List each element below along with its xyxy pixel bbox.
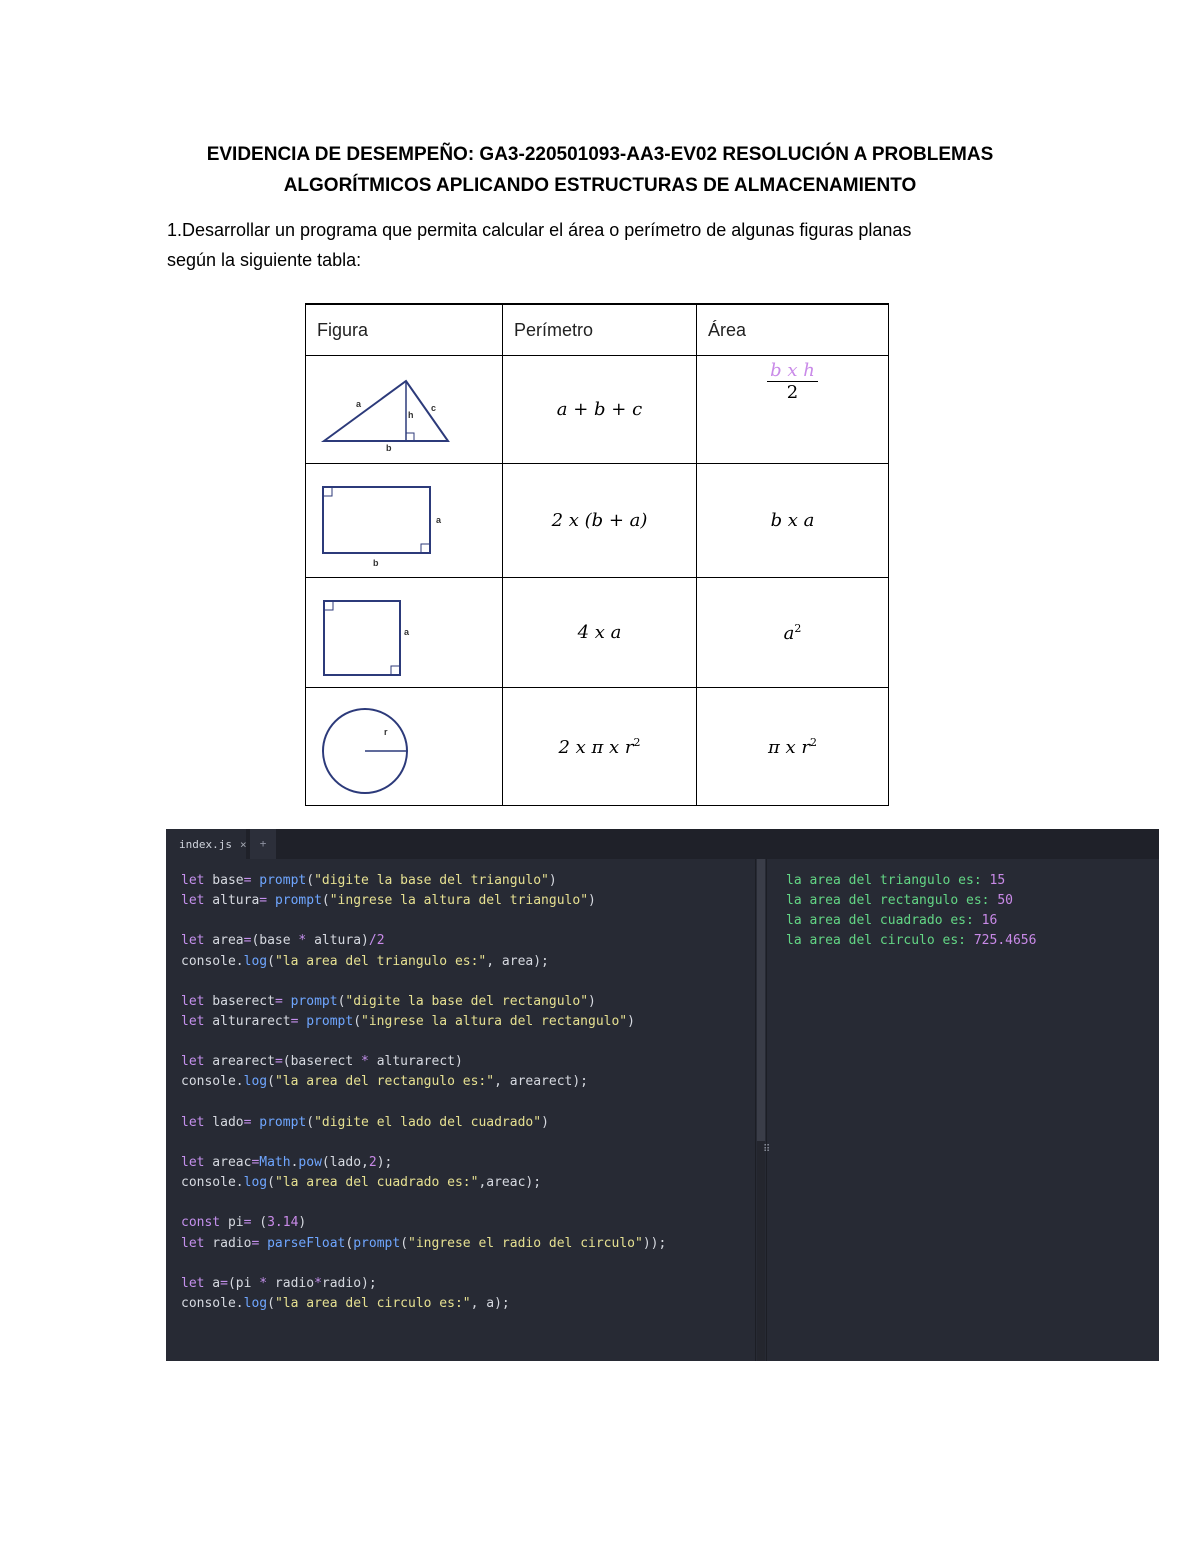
code-editor-screenshot [166, 829, 1159, 1361]
label-b: b [386, 442, 392, 453]
label-b: b [373, 557, 379, 568]
code-token: console. [181, 1074, 244, 1090]
triangle-perimeter: a + b + c [503, 356, 697, 464]
label-a: a [356, 398, 362, 409]
rectangle-figure-cell [306, 464, 503, 578]
code-token: "digite el lado del cuadrado" [314, 1114, 542, 1130]
instruction-paragraph [167, 215, 1017, 275]
code-token: ); [376, 1154, 393, 1170]
title-line-2: ALGORÍTMICOS APLICANDO ESTRUCTURAS DE ALMACENAMIENTO [283, 175, 917, 196]
code-token: areac [204, 1154, 252, 1170]
code-token: ( [306, 873, 315, 888]
code-pane[interactable] [181, 871, 666, 1314]
code-token: prompt [274, 893, 322, 909]
label-h: h [408, 409, 414, 420]
code-token: radio [204, 1235, 252, 1251]
add-tab-button[interactable]: + [250, 829, 276, 859]
code-line [181, 1274, 666, 1294]
code-token: radio); [321, 1275, 377, 1291]
code-token: console. [181, 1295, 244, 1311]
code-token: ( [267, 1074, 275, 1090]
code-token: console. [181, 953, 244, 969]
label-a: a [436, 514, 442, 525]
header-area: Área [697, 304, 889, 356]
code-token: base [204, 873, 244, 888]
code-token: arearect [204, 1054, 275, 1070]
code-token: = [259, 893, 268, 909]
console-text: la area del circulo es: [786, 933, 974, 949]
code-token: "digite la base del rectangulo" [345, 993, 589, 1009]
code-token [259, 1236, 267, 1251]
code-token: ( [400, 1235, 409, 1251]
code-token: (lado, [321, 1154, 369, 1170]
code-token: "la area del rectangulo es:" [274, 1074, 495, 1090]
code-token: log [243, 1295, 268, 1311]
square-figure-cell [306, 578, 503, 688]
code-token: a [204, 1275, 221, 1291]
code-token: , arearect); [494, 1074, 589, 1090]
code-token: let [181, 1154, 205, 1170]
code-token: ( [267, 953, 275, 969]
code-token: = [243, 1215, 252, 1231]
code-line [181, 1032, 666, 1052]
triangle-area-numerator: b x h [767, 360, 818, 382]
console-value: 15 [989, 873, 1006, 888]
circle-area-base: π x r [767, 736, 811, 758]
code-line [181, 972, 666, 992]
code-token: let [181, 933, 205, 949]
code-token: let [181, 993, 205, 1009]
code-scrollbar-thumb[interactable] [757, 859, 765, 1141]
document-title [0, 139, 1200, 201]
code-token: 3.14 [267, 1215, 299, 1231]
circle-perimeter-base: 2 x π x r [558, 736, 634, 758]
code-token: = [243, 1114, 252, 1130]
code-token: pi [220, 1215, 244, 1231]
code-line [181, 891, 666, 911]
code-token: ( [353, 1013, 362, 1029]
console-value: 16 [981, 913, 998, 929]
code-token: = [251, 1154, 260, 1170]
code-token: 2 [376, 933, 385, 949]
console-value: 50 [997, 893, 1013, 909]
code-token: = [274, 993, 283, 1009]
code-token: "ingrese la altura del rectangulo" [361, 1013, 628, 1029]
console-value: 725.4656 [973, 933, 1037, 949]
code-token: * [259, 1275, 268, 1291]
code-token: lado [204, 1114, 244, 1130]
code-token: . [290, 1154, 299, 1170]
code-token: radio [267, 1275, 315, 1291]
code-token: 2 [368, 1154, 377, 1170]
console-line [786, 891, 1036, 911]
table-header-row [306, 304, 889, 356]
code-token: * [361, 1054, 369, 1070]
code-line [181, 1234, 666, 1254]
circle-perimeter-cell [503, 688, 697, 806]
code-token: / [368, 933, 377, 949]
code-token [267, 893, 275, 908]
code-token: console. [181, 1175, 244, 1191]
console-line [786, 931, 1036, 951]
code-token: ) [548, 873, 557, 888]
formulas-table [305, 303, 889, 806]
label-c: c [431, 402, 437, 413]
square-diagram [306, 579, 502, 687]
square-area-base: a [783, 622, 795, 644]
code-token: prompt [259, 873, 307, 888]
code-token: prompt [259, 1114, 307, 1130]
table-row-circle [306, 688, 889, 806]
circle-diagram [306, 689, 502, 805]
code-token: Math [259, 1154, 291, 1170]
code-token: * [298, 933, 307, 949]
code-line [181, 1153, 666, 1173]
code-token: let [181, 1275, 205, 1291]
code-token: altura) [306, 933, 369, 949]
pane-divider-right [766, 859, 767, 1361]
code-token: pow [298, 1154, 322, 1170]
circle-area-cell [697, 688, 889, 806]
table-row-square [306, 578, 889, 688]
title-line-1: EVIDENCIA DE DESEMPEÑO: GA3-220501093-AA3-EV02 RESOLUCIÓN A PROBLEMAS [206, 144, 994, 165]
header-perimetro: Perímetro [503, 304, 697, 356]
code-line [181, 1193, 666, 1213]
code-token: let [181, 1013, 205, 1029]
code-token: prompt [290, 993, 338, 1009]
triangle-area-fraction [767, 360, 818, 403]
code-line [181, 1072, 666, 1092]
circle-area-exponent: 2 [810, 735, 818, 749]
code-token: area [204, 933, 244, 949]
code-token: baserect [204, 993, 275, 1009]
code-token: log [243, 1074, 268, 1090]
code-token: = [290, 1013, 299, 1029]
code-token: altura [204, 893, 260, 909]
triangle-area-cell [697, 356, 889, 464]
table-row-rectangle [306, 464, 889, 578]
code-token: ) [588, 893, 596, 909]
code-token: ) [588, 993, 596, 1009]
code-token: = [274, 1054, 283, 1070]
code-line [181, 1213, 666, 1233]
header-figura: Figura [306, 304, 503, 356]
square-area-exponent: 2 [794, 621, 802, 635]
code-token: let [181, 1235, 205, 1251]
code-token: ,areac); [478, 1175, 542, 1191]
code-line [181, 952, 666, 972]
code-token: parseFloat [267, 1235, 346, 1251]
code-token: (pi [227, 1275, 260, 1291]
code-token: const [181, 1215, 221, 1231]
rectangle-diagram [306, 465, 502, 577]
code-token: (baserect [282, 1054, 362, 1070]
square-area-cell [697, 578, 889, 688]
code-token: ) [541, 1114, 549, 1130]
code-token: , area); [486, 953, 549, 969]
code-token: ( [321, 893, 330, 909]
code-token: "la area del circulo es:" [274, 1295, 471, 1311]
square-perimeter: 4 x a [503, 578, 697, 688]
console-text: la area del cuadrado es: [786, 913, 982, 929]
code-token: log [243, 1175, 268, 1191]
code-token: = [243, 873, 252, 888]
code-token: let [181, 1114, 205, 1130]
code-token: ) [298, 1215, 307, 1231]
code-line [181, 992, 666, 1012]
code-token: * [314, 1275, 322, 1291]
code-line [181, 911, 666, 931]
code-token: let [181, 873, 205, 888]
triangle-figure-cell [306, 356, 503, 464]
code-token: )); [642, 1235, 667, 1251]
label-r: r [384, 726, 388, 737]
code-token: = [220, 1275, 228, 1291]
code-token: = [243, 933, 252, 949]
console-text: la area del rectangulo es: [786, 893, 998, 909]
code-line [181, 1113, 666, 1133]
circle-perimeter-exponent: 2 [633, 735, 641, 749]
console-output [786, 871, 1036, 952]
code-token [283, 994, 291, 1009]
code-token: (base [251, 933, 299, 949]
label-a: a [404, 626, 410, 637]
code-line [181, 1254, 666, 1274]
code-token: ( [337, 993, 346, 1009]
code-line [181, 1294, 666, 1314]
code-token: alturarect) [368, 1054, 463, 1070]
code-token: ( [345, 1235, 354, 1251]
code-token: prompt [353, 1235, 401, 1251]
paragraph-line-1: 1.Desarrollar un programa que permita calcular el área o perímetro de algunas figuras planas [167, 220, 912, 240]
code-line [181, 1012, 666, 1032]
code-token: ( [267, 1295, 275, 1311]
code-token: ( [306, 1114, 315, 1130]
code-token: "digite la base del triangulo" [314, 873, 549, 888]
code-line [181, 931, 666, 951]
code-line [181, 1052, 666, 1072]
code-token: log [243, 953, 268, 969]
circle-figure-cell [306, 688, 503, 806]
code-token: "la area del cuadrado es:" [274, 1175, 479, 1191]
tab-index-js[interactable] [166, 829, 246, 859]
code-token: ( [251, 1215, 268, 1231]
paragraph-line-2: según la siguiente tabla: [167, 250, 362, 270]
code-line [181, 871, 666, 891]
close-icon[interactable]: × [239, 837, 247, 851]
code-token: prompt [306, 1013, 354, 1029]
tab-label: index.js [179, 837, 232, 851]
code-token: = [251, 1235, 260, 1251]
table-row-triangle [306, 356, 889, 464]
code-token: let [181, 893, 205, 909]
rectangle-perimeter: 2 x (b + a) [503, 464, 697, 578]
code-line [181, 1093, 666, 1113]
console-line [786, 871, 1036, 891]
code-token: alturarect [204, 1013, 291, 1029]
pane-divider [755, 859, 756, 1361]
code-line [181, 1133, 666, 1153]
code-token: "la area del triangulo es:" [274, 953, 487, 969]
code-token: ( [267, 1175, 275, 1191]
rectangle-area: b x a [697, 464, 889, 578]
triangle-diagram [306, 357, 502, 463]
code-token: let [181, 1054, 205, 1070]
console-text: la area del triangulo es: [786, 873, 990, 888]
triangle-area-denominator: 2 [786, 382, 799, 403]
resize-grip-icon[interactable]: ⠿ [763, 1144, 771, 1155]
code-line [181, 1173, 666, 1193]
console-line [786, 911, 1036, 931]
code-token: , a); [470, 1295, 510, 1311]
code-token: "ingrese la altura del triangulo" [329, 893, 589, 909]
code-token: ) [627, 1013, 635, 1029]
editor-tab-bar [166, 829, 1159, 859]
code-token: "ingrese el radio del circulo" [408, 1235, 643, 1251]
